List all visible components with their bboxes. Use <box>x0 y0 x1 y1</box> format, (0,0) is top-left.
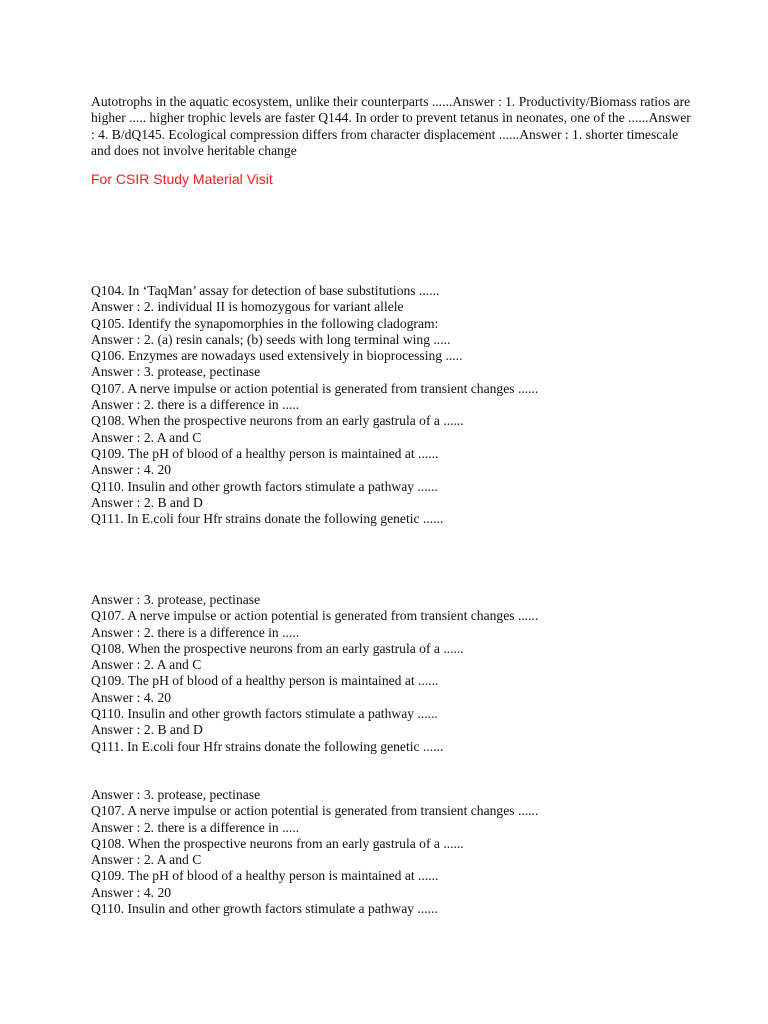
question-line: Q104. In ‘TaqMan’ assay for detection of base substitutions ...... <box>91 283 440 298</box>
question-line: Q108. When the prospective neurons from an early gastrula of a ...... <box>91 413 464 429</box>
question-line: Q107. A nerve impulse or action potential is generated from transient changes ...... <box>91 608 539 624</box>
question-line: Q107. A nerve impulse or action potential is generated from transient changes ...... <box>91 803 539 819</box>
answer-line: Answer : 4. 20 <box>91 462 172 478</box>
question-line: Q106. Enzymes are nowadays used extensively in bioprocessing ..... <box>91 348 463 364</box>
answer-line: Answer : 4. 20 <box>91 884 172 900</box>
answer-line: Answer : 2. there is a difference in ..... <box>91 397 300 413</box>
answer-line: Answer : 3. protease, pectinase <box>91 787 261 802</box>
answer-line: Answer : 2. there is a difference in ..... <box>91 624 300 640</box>
answer-line: Answer : 2. A and C <box>91 429 202 445</box>
question-line: Q110. Insulin and other growth factors stimulate a pathway ...... <box>91 478 438 494</box>
answer-line: Answer : 2. B and D <box>91 494 203 510</box>
intro-paragraph: Autotrophs in the aquatic ecosystem, unlike their counterparts ......Answer : 1. Productivity/Biomass ratios are higher ..... higher trophic levels are faster Q144. In order to prevent tetanus in neonates, one of the ......Answer : 4. B/dQ145. Ecological compression differs from character displacement ......Answer : 1. shorter timescale and does not involve heritable change <box>91 94 691 158</box>
question-line: Q105. Identify the synapomorphies in the following cladogram: <box>91 315 439 331</box>
answer-line: Answer : 3. protease, pectinase <box>91 592 261 607</box>
question-line: Q109. The pH of blood of a healthy person is maintained at ...... <box>91 445 439 461</box>
question-line: Q107. A nerve impulse or action potential is generated from transient changes ...... <box>91 380 539 396</box>
question-line: Q109. The pH of blood of a healthy person is maintained at ...... <box>91 868 439 884</box>
question-line: Q110. Insulin and other growth factors stimulate a pathway ...... <box>91 706 438 722</box>
answer-line: Answer : 2. A and C <box>91 852 202 868</box>
csir-study-material-link[interactable]: For CSIR Study Material Visit <box>91 171 273 187</box>
question-line: Q108. When the prospective neurons from an early gastrula of a ...... <box>91 835 464 851</box>
qa-block-1 <box>91 283 711 527</box>
question-line: Q111. In E.coli four Hfr strains donate the following genetic ...... <box>91 511 444 527</box>
answer-line: Answer : 4. 20 <box>91 689 172 705</box>
question-line: Q110. Insulin and other growth factors stimulate a pathway ...... <box>91 901 438 917</box>
answer-line: Answer : 2. A and C <box>91 657 202 673</box>
question-line: Q108. When the prospective neurons from an early gastrula of a ...... <box>91 640 464 656</box>
answer-line: Answer : 2. there is a difference in ..... <box>91 819 300 835</box>
answer-line: Answer : 2. B and D <box>91 722 203 738</box>
answer-line: Answer : 2. individual II is homozygous for variant allele <box>91 299 404 315</box>
qa-block-3 <box>91 787 711 917</box>
answer-line: Answer : 3. protease, pectinase <box>91 364 261 380</box>
qa-block-2 <box>91 592 711 755</box>
question-line: Q109. The pH of blood of a healthy person is maintained at ...... <box>91 673 439 689</box>
answer-line: Answer : 2. (a) resin canals; (b) seeds with long terminal wing ..... <box>91 331 451 347</box>
question-line: Q111. In E.coli four Hfr strains donate the following genetic ...... <box>91 738 444 754</box>
